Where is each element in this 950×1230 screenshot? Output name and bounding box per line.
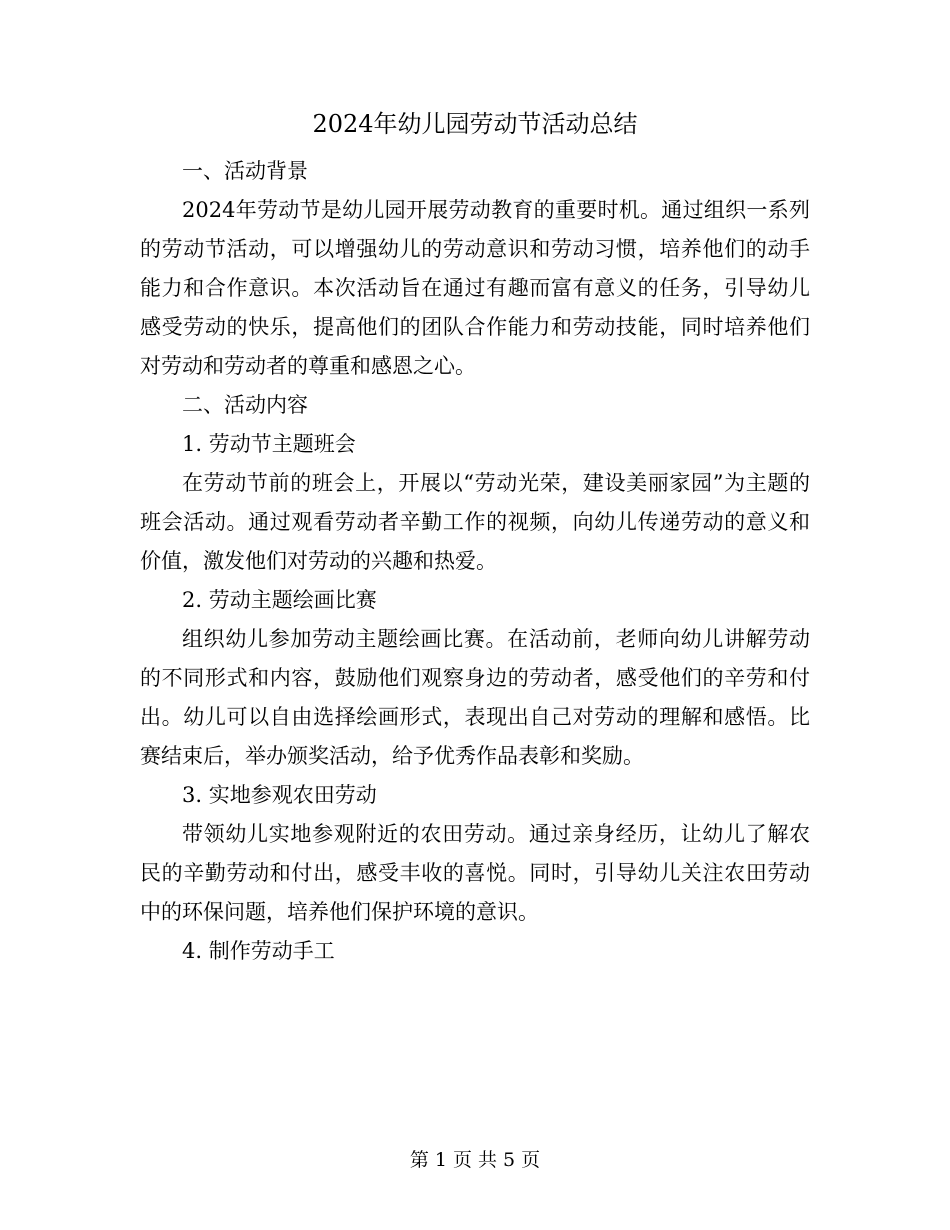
section-heading-background: 一、活动背景 — [182, 159, 308, 183]
item-heading-farm-visit: 3. 实地参观农田劳动 — [182, 783, 377, 807]
paragraph-background: 2024年劳动节是幼儿园开展劳动教育的重要时机。通过组织一系列的劳动节活动，可以增强幼儿的劳动意识和劳动习惯，培养他们的动手能力和合作意识。本次活动旨在通过有趣而富有意义的任务，引导幼儿感受劳动的快乐，提高他们的团队合作能力和劳动技能，同时培养他们对劳动和劳动者的尊重和感恩之心。 — [140, 198, 810, 378]
section-heading-content: 二、活动内容 — [182, 393, 308, 417]
item-heading-handcraft: 4. 制作劳动手工 — [182, 939, 335, 963]
page-number-footer: 第 1 页 共 5 页 — [409, 1149, 541, 1171]
paragraph-drawing-contest: 组织幼儿参加劳动主题绘画比赛。在活动前，老师向幼儿讲解劳动的不同形式和内容，鼓励他们观察身边的劳动者，感受他们的辛劳和付出。幼儿可以自由选择绘画形式，表现出自己对劳动的理解和感悟。比赛结束后，举办颁奖活动，给予优秀作品表彰和奖励。 — [140, 627, 810, 768]
document-title: 2024年幼儿园劳动节活动总结 — [312, 110, 638, 138]
item-heading-drawing-contest: 2. 劳动主题绘画比赛 — [182, 588, 377, 612]
document-body — [140, 152, 810, 971]
paragraph-class-meeting: 在劳动节前的班会上，开展以“劳动光荣，建设美丽家园”为主题的班会活动。通过观看劳动者辛勤工作的视频，向幼儿传递劳动的意义和价值，激发他们对劳动的兴趣和热爱。 — [140, 471, 810, 573]
item-heading-class-meeting: 1. 劳动节主题班会 — [182, 432, 356, 456]
paragraph-farm-visit: 带领幼儿实地参观附近的农田劳动。通过亲身经历，让幼儿了解农民的辛勤劳动和付出，感受丰收的喜悦。同时，引导幼儿关注农田劳动中的环保问题，培养他们保护环境的意识。 — [140, 822, 810, 924]
